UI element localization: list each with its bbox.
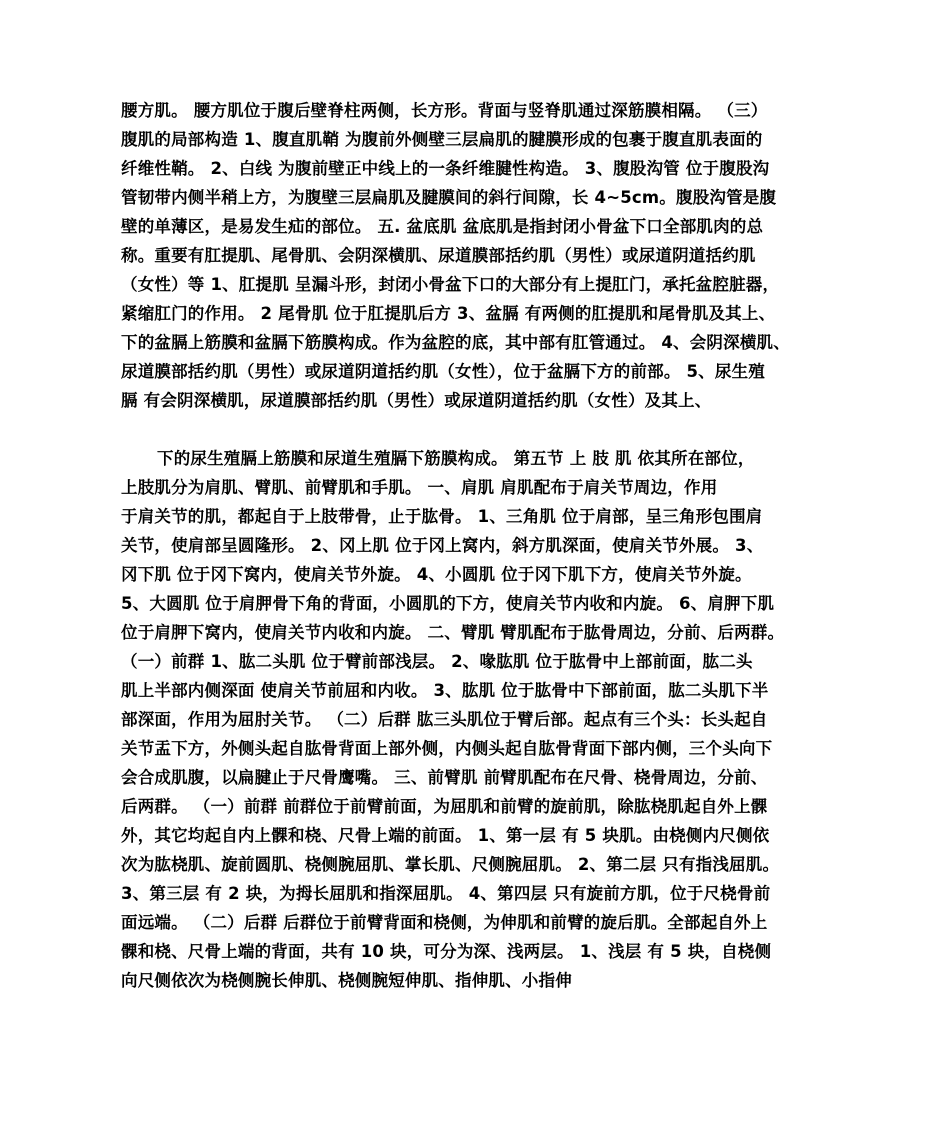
text-line: 紧缩肛门的作用。 2 尾骨肌 位于肛提肌后方 3、盆膈 有两侧的肛提肌和尾骨肌及其上、: [121, 304, 776, 323]
text-line: 下的尿生殖膈上筋膜和尿道生殖膈下筋膜构成。 第五节 上 肢 肌 依其所在部位，: [157, 449, 755, 468]
text-line: 腰方肌。 腰方肌位于腹后壁脊柱两侧，长方形。背面与竖脊肌通过深筋膜相隔。 （三）: [121, 101, 768, 120]
paragraph-abdomen-pelvic-floor: [121, 96, 841, 415]
text-line: 壁的单薄区，是易发生疝的部位。 五. 盆底肌 盆底肌是指封闭小骨盆下口全部肌肉的总: [121, 217, 764, 236]
text-line: 上肢肌分为肩肌、臂肌、前臂肌和手肌。 一、肩肌 肩肌配布于肩关节周边，作用: [121, 478, 718, 497]
text-line: 下的盆膈上筋膜和盆膈下筋膜构成。作为盆腔的底，其中部有肛管通过。 4、会阴深横肌、: [121, 333, 790, 352]
text-line: 冈下肌 位于冈下窝内，使肩关节外旋。 4、小圆肌 位于冈下肌下方，使肩关节外旋。: [121, 565, 752, 584]
text-line: 面远端。 （二）后群 后群位于前臂背面和桡侧，为伸肌和前臂的旋后肌。全部起自外上: [121, 913, 768, 932]
text-line: 后两群。 （一）前群 前群位于前臂前面，为屈肌和前臂的旋前肌，除肱桡肌起自外上髁: [121, 797, 768, 816]
text-line: 称。重要有肛提肌、尾骨肌、会阴深横肌、尿道膜部括约肌（男性）或尿道阴道括约肌: [121, 246, 756, 265]
text-line: （一）前群 1、肱二头肌 位于臂前部浅层。 2、喙肱肌 位于肱骨中上部前面，肱二头: [121, 652, 753, 671]
text-line: 管韧带内侧半稍上方，为腹壁三层扁肌及腱膜间的斜行间隙，长 4~5cm。腹股沟管是腹: [121, 188, 777, 207]
text-line: 关节，使肩部呈圆隆形。 2、冈上肌 位于冈上窝内，斜方肌深面，使肩关节外展。 3、: [121, 536, 764, 555]
text-line: 外，其它均起自内上髁和桡、尺骨上端的前面。 1、第一层 有 5 块肌。由桡侧内尺侧依: [121, 826, 770, 845]
text-line: 部深面，作用为屈肘关节。 （二）后群 肱三头肌位于臂后部。起点有三个头：长头起自: [121, 710, 768, 729]
text-line: 向尺侧依次为桡侧腕长伸肌、桡侧腕短伸肌、指伸肌、小指伸: [121, 971, 572, 990]
text-line: 位于肩胛下窝内，使肩关节内收和内旋。 二、臂肌 臂肌配布于肱骨周边，分前、后两群。: [121, 623, 785, 642]
text-line: 尿道膜部括约肌（男性）或尿道阴道括约肌（女性），位于盆膈下方的前部。 5、尿生殖: [121, 362, 765, 381]
text-line: 次为肱桡肌、旋前圆肌、桡侧腕屈肌、掌长肌、尺侧腕屈肌。 2、第二层 只有指浅屈肌。: [121, 855, 780, 874]
text-line: 膈 有会阴深横肌，尿道膜部括约肌（男性）或尿道阴道括约肌（女性）及其上、: [121, 391, 712, 410]
text-line: 腹肌的局部构造 1、腹直肌鞘 为腹前外侧壁三层扁肌的腱膜形成的包裹于腹直肌表面的: [121, 130, 763, 149]
text-line: 肌上半部内侧深面 使肩关节前屈和内收。 3、肱肌 位于肱骨中下部前面，肱二头肌下半: [121, 681, 769, 700]
text-line: （女性）等 1、肛提肌 呈漏斗形，封闭小骨盆下口的大部分有上提肛门，承托盆腔脏器，: [121, 275, 780, 294]
text-line: 会合成肌腹，以扁腱止于尺骨鹰嘴。 三、前臂肌 前臂肌配布在尺骨、桡骨周边，分前、: [121, 768, 768, 787]
text-line: 3、第三层 有 2 块，为拇长屈肌和指深屈肌。 4、第四层 只有旋前方肌，位于尺桡骨前: [121, 884, 771, 903]
text-line: 于肩关节的肌，都起自于上肢带骨，止于肱骨。 1、三角肌 位于肩部，呈三角形包围肩: [121, 507, 763, 526]
text-line: 5、大圆肌 位于肩胛骨下角的背面，小圆肌的下方，使肩关节内收和内旋。 6、肩胛下肌: [121, 594, 775, 613]
text-line: 髁和桡、尺骨上端的背面，共有 10 块，可分为深、浅两层。 1、浅层 有 5 块，自桡侧: [121, 942, 772, 961]
text-line: 关节盂下方，外侧头起自肱骨背面上部外侧，内侧头起自肱骨背面下部内侧，三个头向下: [121, 739, 773, 758]
text-line: 纤维性鞘。 2、白线 为腹前壁正中线上的一条纤维腱性构造。 3、腹股沟管 位于腹股沟: [121, 159, 770, 178]
paragraph-upper-limb-muscles: [121, 444, 841, 995]
